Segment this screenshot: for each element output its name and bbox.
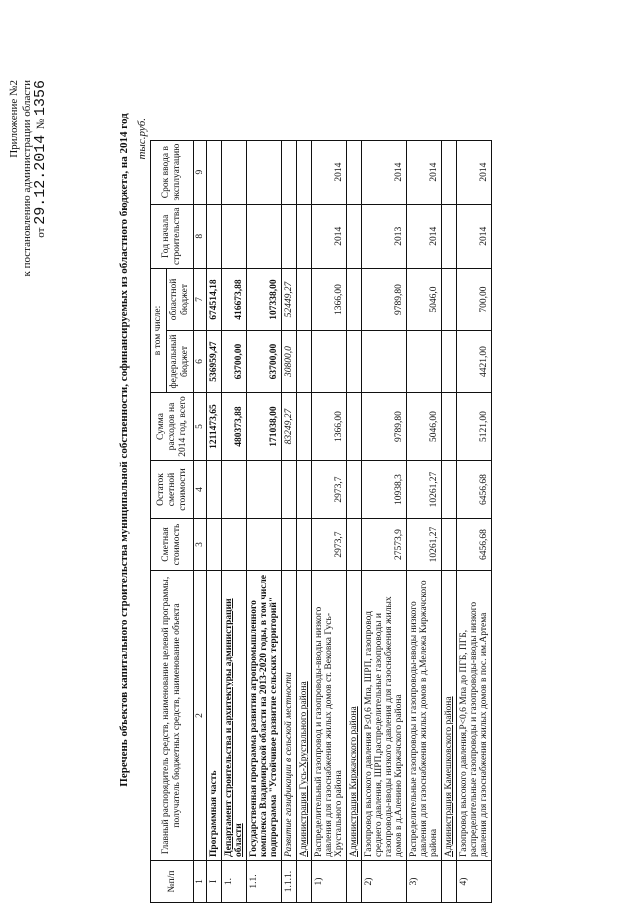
row-federal-budget [312, 331, 347, 393]
appendix-label: Приложение №2 [8, 80, 20, 158]
row-regional-budget [347, 269, 362, 331]
row-total-2014 [442, 393, 457, 461]
row-name: Администрация Гусь-Хрустального района [297, 571, 312, 861]
row-name: Администрация Киржачского района [347, 571, 362, 861]
row-commission-date [247, 140, 282, 204]
header-including: в том числе: [151, 269, 167, 393]
row-start-year [207, 204, 222, 268]
row-remaining-cost [282, 461, 297, 519]
row-remaining-cost [247, 461, 282, 519]
row-total-2014: 171038,00 [247, 393, 282, 461]
row-total-2014: 1366,00 [312, 393, 347, 461]
row-name: Департамент строительства и архитектуры администрации области [222, 571, 247, 861]
row-start-year [347, 204, 362, 268]
column-index-cell: 6 [194, 331, 207, 393]
row-commission-date [347, 140, 362, 204]
row-total-2014: 9789,80 [362, 393, 407, 461]
row-estimated-cost [207, 519, 222, 571]
row-name: Развитие газификации в сельской местности [282, 571, 297, 861]
row-federal-budget: 4421,00 [457, 331, 492, 393]
row-regional-budget: 107338,00 [247, 269, 282, 331]
row-federal-budget [407, 331, 442, 393]
row-number: 1.1.1. [282, 861, 297, 903]
table-row [347, 140, 362, 902]
row-estimated-cost: 6456,68 [457, 519, 492, 571]
table-row [282, 140, 297, 902]
row-regional-budget: 416673,88 [222, 269, 247, 331]
table-row [297, 140, 312, 902]
row-regional-budget [297, 269, 312, 331]
row-regional-budget [442, 269, 457, 331]
row-number: 1.1. [247, 861, 282, 903]
row-start-year [297, 204, 312, 268]
row-commission-date: 2014 [457, 140, 492, 204]
row-start-year [222, 204, 247, 268]
row-estimated-cost: 2973,7 [312, 519, 347, 571]
decree-reference: к постановлению администрации области [21, 80, 33, 277]
table-row [457, 140, 492, 902]
row-start-year [282, 204, 297, 268]
row-estimated-cost: 10261,27 [407, 519, 442, 571]
row-start-year [442, 204, 457, 268]
row-remaining-cost: 6456,68 [457, 461, 492, 519]
row-name: Программная часть [207, 571, 222, 861]
row-federal-budget: 63700,00 [247, 331, 282, 393]
decree-date: 29.12.2014 [32, 134, 49, 225]
row-regional-budget: 700,00 [457, 269, 492, 331]
header-federal-budget: федеральный бюджет [167, 331, 194, 393]
row-remaining-cost [222, 461, 247, 519]
row-commission-date [207, 140, 222, 204]
column-index-cell: 3 [194, 519, 207, 571]
row-estimated-cost [442, 519, 457, 571]
header-regional-budget: областной бюджет [167, 269, 194, 331]
row-name: Администрация Камешковского района [442, 571, 457, 861]
row-total-2014: 5046,00 [407, 393, 442, 461]
row-name: Распределительные газопроводы и газопроводы-вводы низкого давления для газоснабжения жилых домов в д.Мележа Киржачского района [407, 571, 442, 861]
column-index-row [194, 140, 207, 902]
row-federal-budget [442, 331, 457, 393]
row-number: 1) [312, 861, 347, 903]
row-federal-budget [362, 331, 407, 393]
row-number: 3) [407, 861, 442, 903]
row-estimated-cost [282, 519, 297, 571]
row-regional-budget: 9789,80 [362, 269, 407, 331]
row-start-year: 2014 [312, 204, 347, 268]
row-regional-budget: 52449,27 [282, 269, 297, 331]
row-federal-budget [347, 331, 362, 393]
header-name: Главный распорядитель средств, наименование целевой программы, получатель бюджетных средств, наименование объекта [151, 571, 194, 861]
row-commission-date [297, 140, 312, 204]
column-index-cell: 8 [194, 204, 207, 268]
table-row [442, 140, 457, 902]
row-total-2014: 83249,27 [282, 393, 297, 461]
row-remaining-cost [297, 461, 312, 519]
row-number [347, 861, 362, 903]
row-regional-budget: 674514,18 [207, 269, 222, 331]
approval-stamp [8, 80, 48, 277]
row-commission-date [282, 140, 297, 204]
row-name: Распределительный газопровод и газопроводы-вводы низкого давления для газоснабжения жилых домов ст. Вековка Гусь-Хрустального района [312, 571, 347, 861]
row-commission-date: 2014 [407, 140, 442, 204]
table-row [362, 140, 407, 902]
row-remaining-cost [347, 461, 362, 519]
row-remaining-cost: 2973,7 [312, 461, 347, 519]
row-federal-budget: 536959,47 [207, 331, 222, 393]
row-remaining-cost [207, 461, 222, 519]
row-start-year: 2013 [362, 204, 407, 268]
row-federal-budget [297, 331, 312, 393]
row-regional-budget: 5046,0 [407, 269, 442, 331]
objects-table [150, 140, 492, 903]
table-row [222, 140, 247, 902]
units-label: тыс.руб. [136, 118, 148, 160]
row-number: 2) [362, 861, 407, 903]
column-index-cell: 5 [194, 393, 207, 461]
table-row [407, 140, 442, 902]
column-index-cell: 7 [194, 269, 207, 331]
header-estimated-cost: Сметная стоимость [151, 519, 194, 571]
column-index-cell: 1 [194, 861, 207, 903]
row-number [297, 861, 312, 903]
table-row [312, 140, 347, 902]
row-regional-budget: 1366,00 [312, 269, 347, 331]
row-total-2014 [297, 393, 312, 461]
column-index-cell: 4 [194, 461, 207, 519]
column-index-cell: 9 [194, 140, 207, 204]
row-remaining-cost: 10261,27 [407, 461, 442, 519]
header-total-2014: Сумма расходов на 2014 год, всего [151, 393, 194, 461]
row-estimated-cost [222, 519, 247, 571]
column-index-cell: 2 [194, 571, 207, 861]
row-number [442, 861, 457, 903]
header-start-year: Год начала строительства [151, 204, 194, 268]
row-federal-budget: 30800,0 [282, 331, 297, 393]
decree-date-line: от 29.12.2014 № 1356 [32, 80, 49, 238]
row-name: Государственная программа развития агропромышленного комплекса Владимирской области на 2013-2020 годы, в том числе подпрограмма "Устойчивое развитие сельских территорий" [247, 571, 282, 861]
row-remaining-cost [442, 461, 457, 519]
row-start-year: 2014 [407, 204, 442, 268]
row-commission-date [442, 140, 457, 204]
row-federal-budget: 63700,00 [222, 331, 247, 393]
header-num: №п/п [151, 861, 194, 903]
row-number: 1. [222, 861, 247, 903]
row-commission-date [222, 140, 247, 204]
row-estimated-cost: 27573,9 [362, 519, 407, 571]
row-total-2014: 5121,00 [457, 393, 492, 461]
row-commission-date: 2014 [312, 140, 347, 204]
decree-number: 1356 [32, 80, 49, 117]
table-row [247, 140, 282, 902]
row-remaining-cost: 10938,3 [362, 461, 407, 519]
row-number: I [207, 861, 222, 903]
row-start-year: 2014 [457, 204, 492, 268]
row-total-2014 [347, 393, 362, 461]
row-estimated-cost [247, 519, 282, 571]
row-estimated-cost [297, 519, 312, 571]
row-number: 4) [457, 861, 492, 903]
table-row [207, 140, 222, 902]
row-commission-date: 2014 [362, 140, 407, 204]
row-total-2014: 1211473,65 [207, 393, 222, 461]
row-total-2014: 480373,88 [222, 393, 247, 461]
document-title: Перечень объектов капитального строительства муниципальной собственности, софинансируемых из областного бюджета, на 2014 год [118, 113, 130, 787]
header-remaining-cost: Остаток сметной стоимости [151, 461, 194, 519]
row-estimated-cost [347, 519, 362, 571]
row-start-year [247, 204, 282, 268]
header-commission-date: Срок ввода в эксплуатацию [151, 140, 194, 204]
row-name: Газопровод высокого давления,Р<0,6 Мпа до ПГБ, ПГБ, распределительные газопроводы и газопроводы-вводы низкого давления для газоснабжения жилых домов в пос. им.Артема [457, 571, 492, 861]
row-name: Газопровод высокого давления Р≤0,6 Мпа, ШРП, газопровод среднего давления, ШРП,распределительные газопроводы и газопроводы-вводы низкого давления для газоснабжения жилых домов в д.Аленино Киржачского района [362, 571, 407, 861]
